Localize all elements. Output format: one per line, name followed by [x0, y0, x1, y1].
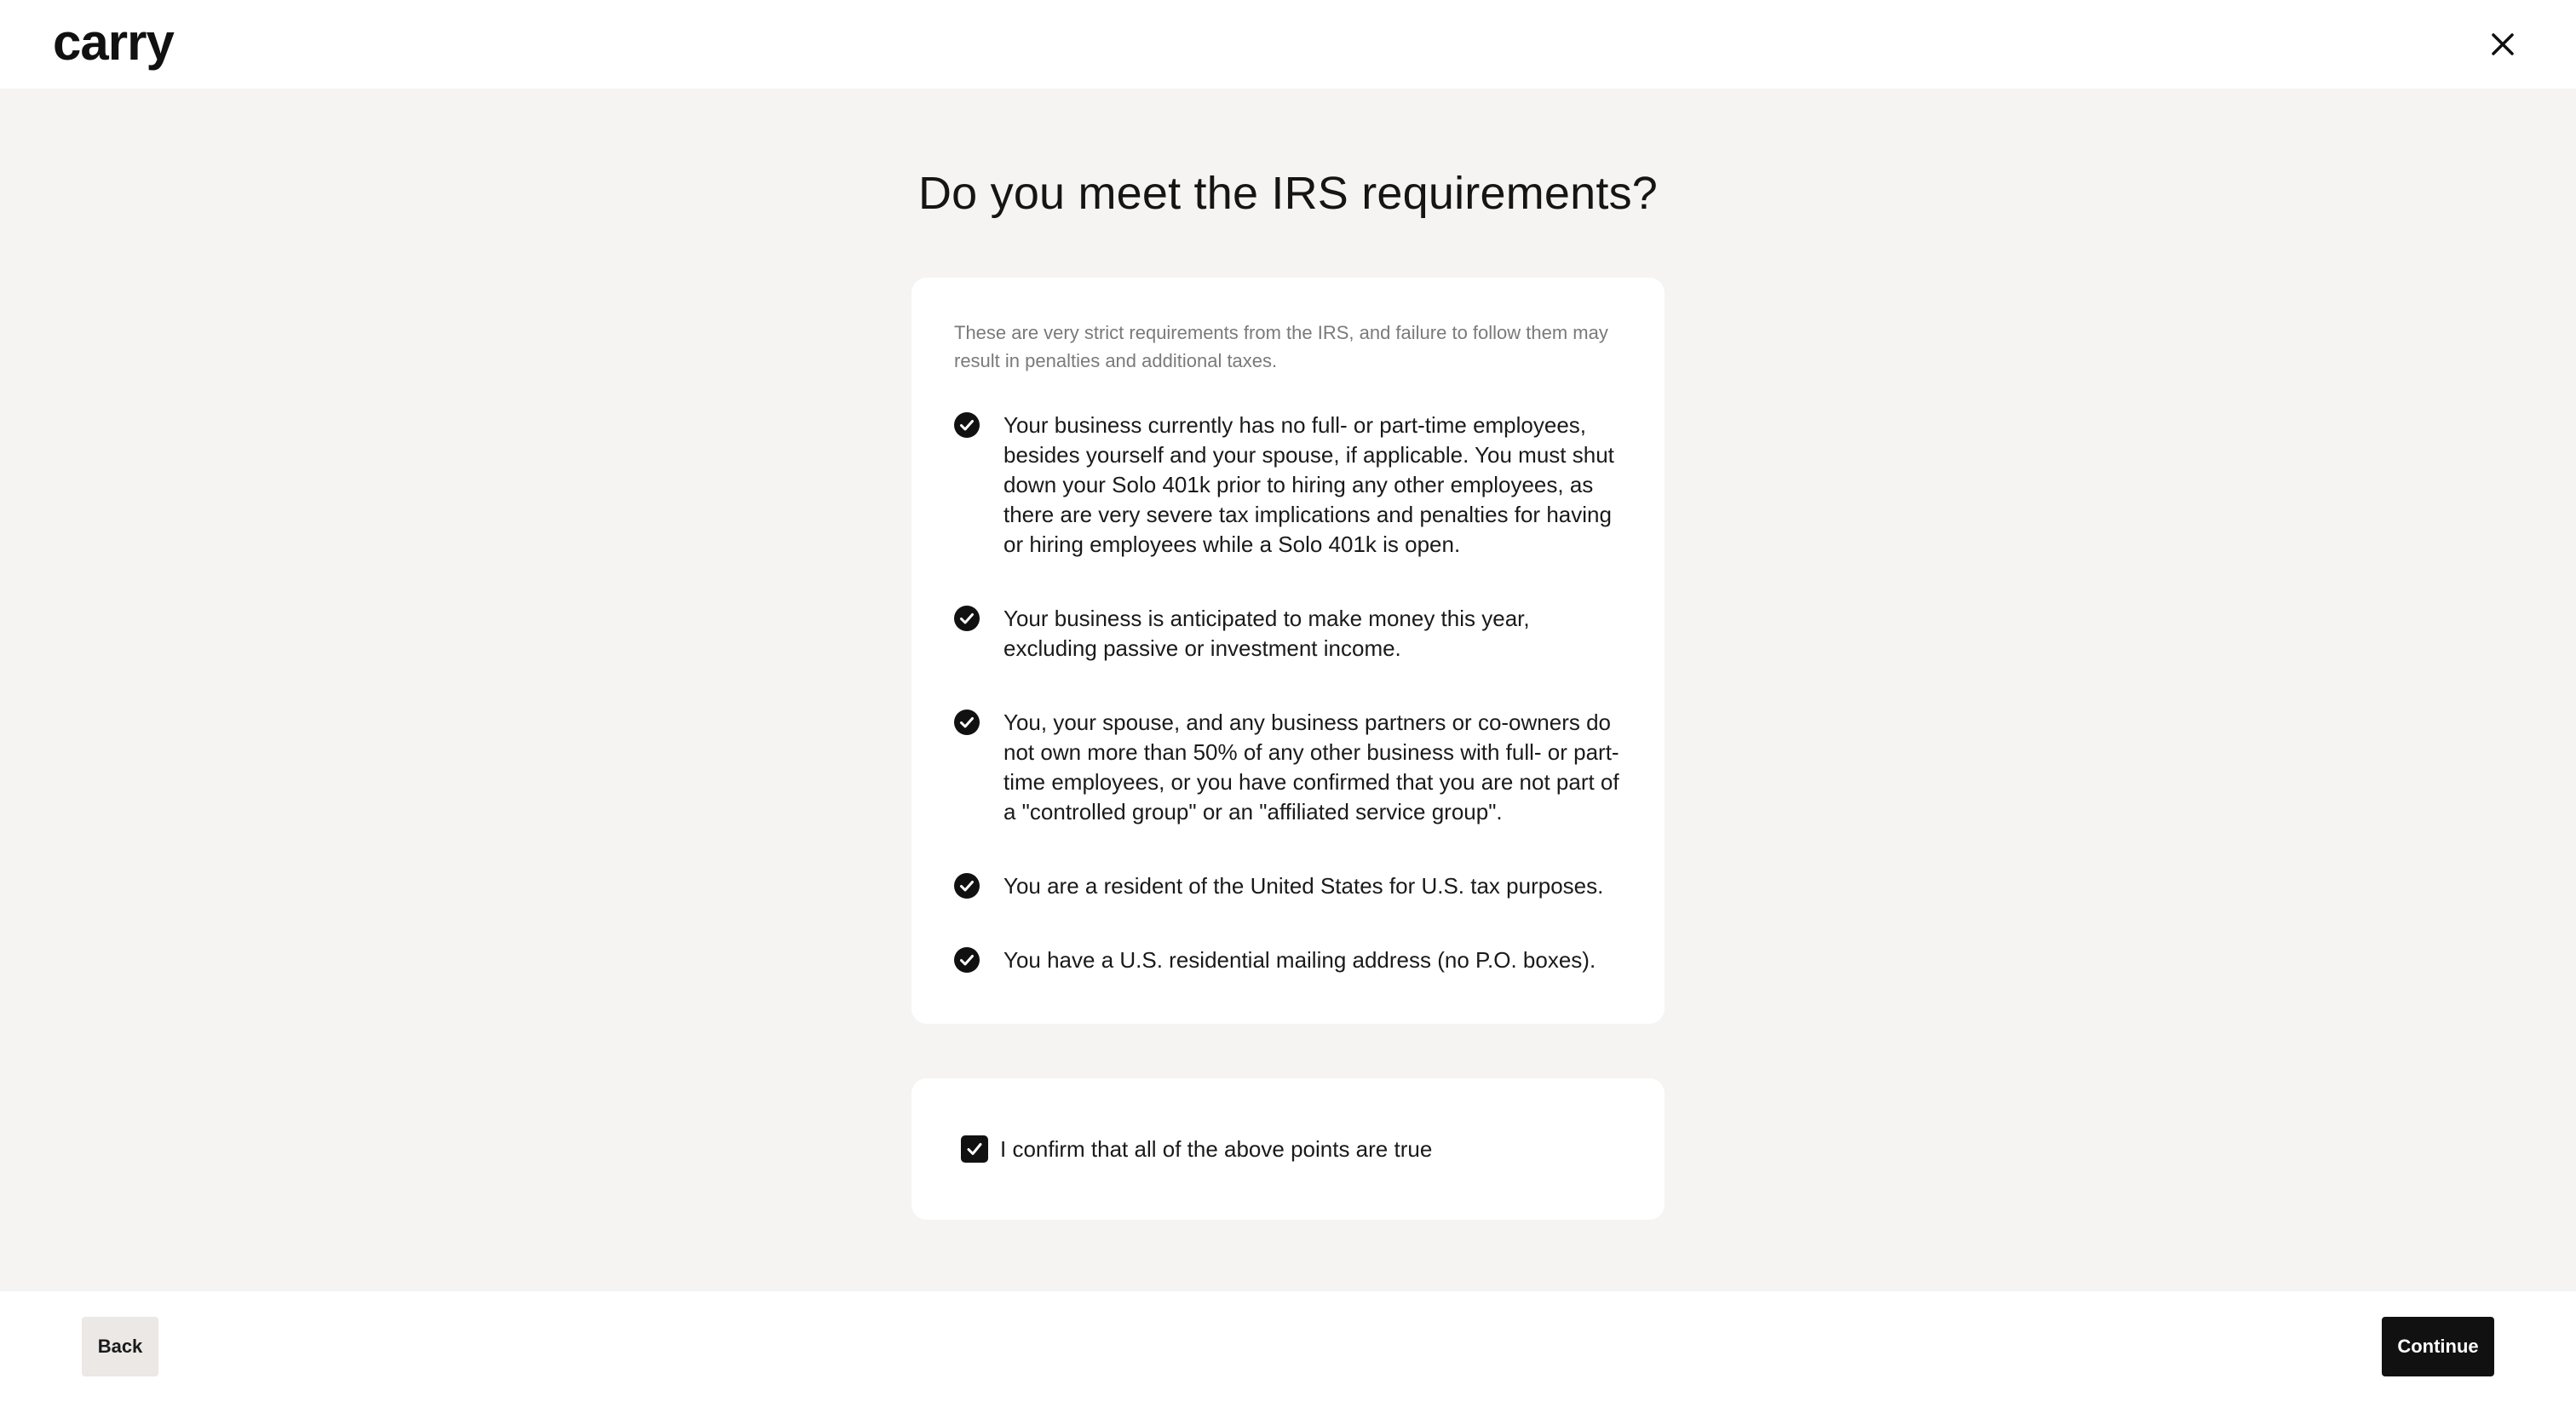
- confirm-label[interactable]: I confirm that all of the above points are true: [1000, 1135, 1433, 1162]
- requirement-item: [954, 871, 1622, 901]
- requirement-text: Your business currently has no full- or part-time employees, besides yourself and your spouse, if applicable. You must shut down your Solo 401k prior to hiring any other employees, as there are very severe tax implications and penalties for having or hiring employees while a Solo 401k is open.: [1003, 412, 1614, 557]
- requirement-item: [954, 604, 1622, 664]
- requirement-text: Your business is anticipated to make money this year, excluding passive or investment income.: [1003, 606, 1530, 661]
- checkmark-icon: [965, 1140, 984, 1158]
- check-circle-icon: [954, 606, 980, 631]
- requirement-text: You have a U.S. residential mailing address (no P.O. boxes).: [1003, 947, 1596, 973]
- close-icon: [2490, 32, 2516, 57]
- page-title: Do you meet the IRS requirements?: [917, 168, 1659, 219]
- requirements-list: [954, 411, 1622, 975]
- bottom-bar: [0, 1291, 2576, 1402]
- confirm-card: [911, 1078, 1665, 1220]
- requirement-item: [954, 411, 1622, 560]
- continue-button[interactable]: Continue: [2382, 1317, 2494, 1376]
- back-button[interactable]: Back: [82, 1317, 158, 1376]
- requirement-text: You, your spouse, and any business partners or co-owners do not own more than 50% of any other business with full- or part-time employees, or you have confirmed that you are not part of a "controlled group" or an "affiliated service group".: [1003, 710, 1619, 825]
- requirement-item: [954, 945, 1622, 975]
- requirement-text: You are a resident of the United States for U.S. tax purposes.: [1003, 873, 1604, 899]
- carry-logo[interactable]: carry: [53, 14, 174, 71]
- confirm-checkbox[interactable]: [961, 1135, 988, 1163]
- requirement-item: [954, 708, 1622, 827]
- check-circle-icon: [954, 412, 980, 438]
- check-circle-icon: [954, 873, 980, 899]
- requirements-card: [911, 278, 1665, 1024]
- check-circle-icon: [954, 710, 980, 735]
- close-button[interactable]: [2482, 24, 2523, 65]
- requirements-intro: These are very strict requirements from the IRS, and failure to follow them may result in penalties and additional taxes.: [954, 322, 1608, 371]
- top-bar: [0, 0, 2576, 89]
- main-content: [0, 89, 2576, 1291]
- check-circle-icon: [954, 947, 980, 973]
